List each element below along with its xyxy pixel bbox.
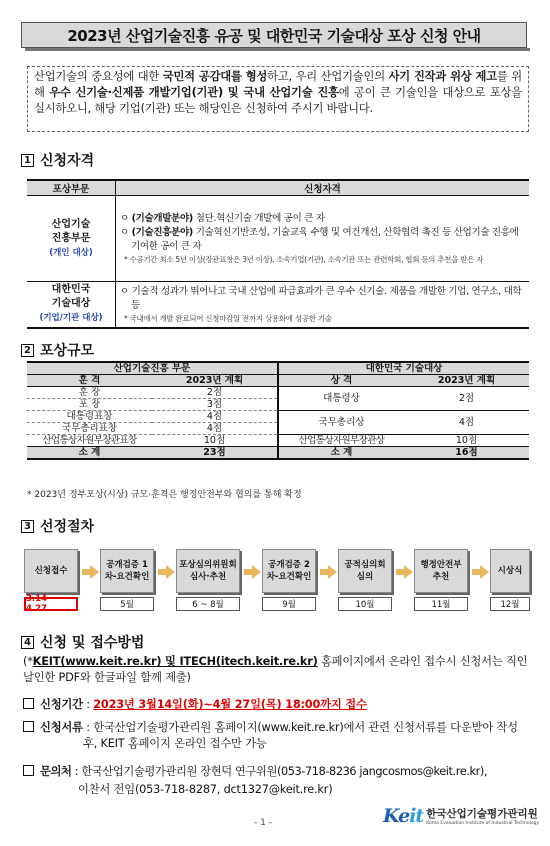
- step-date: 12월: [490, 597, 530, 611]
- step-box: 포상심의위원회 심사·추천: [176, 549, 240, 593]
- arrow-right-icon: [328, 565, 337, 579]
- header-category: 포상부문: [27, 180, 116, 196]
- intro-box: 산업기술의 중요성에 대한 국민적 공감대를 형성하고, 우리 산업기술인의 사기 진작과 위상 제고를 위해 우수 신기술·신제품 개발기업(기관) 및 국내 산업기술 진흥에 공이 큰 기술인을 대상으로 포상을 실시하오니, 해당 기업(기관) 또는 해당인은 신청하여 주시기 바랍니다.: [27, 66, 529, 132]
- site-links[interactable]: KEIT(www.keit.re.kr) 및 ITECH(itech.keit.re.kr): [32, 655, 318, 668]
- step-box: 신청접수: [24, 549, 78, 593]
- section-3-heading: 3 선정절차: [21, 516, 94, 536]
- arrow-right-icon: [252, 565, 261, 579]
- section-4-heading: 4 신청 및 접수방법: [21, 632, 144, 652]
- section-2-heading: 2 포상규모: [21, 340, 94, 360]
- section-number: 2: [21, 344, 34, 357]
- step-box: 시상식: [490, 549, 530, 593]
- step-box: 공적심의회 심의: [338, 549, 392, 593]
- logo-mark: Keit: [383, 805, 424, 827]
- step-date: 6 ~ 8월: [176, 597, 240, 611]
- category-cell: 산업기술 진흥부문 (개인 대상): [27, 196, 116, 282]
- step-date: 11월: [414, 597, 468, 611]
- scale-footnote: * 2023년 정부포상(시상) 규모·훈격은 행정안전부와 협의를 통해 확정: [27, 490, 302, 500]
- procedure-flow: [24, 549, 534, 613]
- period-line: 신청기간 : 2023년 3월14일(화)~4월 27일(목) 18:00까지 접수: [23, 697, 367, 713]
- award-scale-table: 산업기술진흥 부문 대한민국 기술대상 훈 격 2023년 계획 상 격 2023년 계획 훈 장 2점 대통령상 2점 포 장 3점 대통령표창 4점 국무총리상 4점 국무총리표창 4점 산업통상자원부장관표창 10점 산업통상자원부장관상 10점 소 계 23점 소 계 16점: [27, 361, 529, 460]
- eligibility-table: [27, 179, 529, 329]
- document-title: 2023년 산업기술진흥 유공 및 대한민국 기술대상 포상 신청 안내: [21, 22, 527, 48]
- step-date: 9월: [262, 597, 316, 611]
- documents-line: 신청서류 : 한국산업기술평가관리원 홈페이지(www.keit.re.kr)에서 관련 신청서류를 다운받아 작성 후, KEIT 홈페이지 온라인 접수만 가능: [23, 720, 528, 752]
- step-box: 공개검증 1차-요건확인: [100, 549, 154, 593]
- section-number: 3: [21, 520, 34, 533]
- step-box: 공개검증 2차-요건확인: [262, 549, 316, 593]
- eligibility-cell: ㅇ 기술적 성과가 뛰어나고 국내 산업에 파급효과가 큰 우수 신기술. 제품을 개발한 기업, 연구소, 대학 등 * 국내에서 개발 완료되어 신청마감일 전까지 상용화에 성공한 기술: [116, 282, 530, 328]
- keit-logo: Keit 한국산업기술평가관리원 Korea Evaluation Institute of Industrial Technology: [383, 805, 540, 827]
- header-eligibility: 신청자격: [116, 180, 530, 196]
- step-date: 3.14 ~ 4.27: [24, 597, 78, 611]
- checkbox-icon: [23, 721, 34, 732]
- eligibility-cell: ㅇ (기술개발분야) 첨단.혁신기술 개발에 공이 큰 자 ㅇ (기술진흥분야) 기술혁신기반조성, 기술교육 수행 및 여건개선, 산학협력 촉진 등 산업기술 진흥에 기여한 공이 큰 자 * 수공기간 최소 5년 이상(장관표창은 3년 이상), 소속기업(기관), 소속기관 또는 관련학회, 협회 등의 추천을 받은 자: [116, 196, 530, 282]
- category-cell: 대한민국 기술대상 (기업/기관 대상): [27, 282, 116, 328]
- arrow-right-icon: [166, 565, 175, 579]
- section-number: 4: [21, 636, 34, 649]
- step-date: 5월: [100, 597, 154, 611]
- arrow-right-icon: [90, 565, 99, 579]
- contact-line-2: 이찬서 전임(053-718-8287, dct1327@keit.re.kr): [78, 783, 333, 796]
- step-box: 행정안전부 추천: [414, 549, 468, 593]
- contact-line: 문의처 : 한국산업기술평가관리원 장현덕 연구위원(053-718-8236 jangcosmos@keit.re.kr),: [23, 764, 533, 780]
- arrow-right-icon: [404, 565, 413, 579]
- page-number: - 1 -: [254, 818, 272, 828]
- section-1-heading: 1 신청자격: [21, 150, 94, 170]
- step-date: 10월: [338, 597, 392, 611]
- checkbox-icon: [23, 698, 34, 709]
- checkbox-icon: [23, 765, 34, 776]
- arrow-right-icon: [480, 565, 489, 579]
- online-note: (*KEIT(www.keit.re.kr) 및 ITECH(itech.keit.re.kr) 홈페이지에서 온라인 접수시 신청서는 직인 날인한 PDF와 한글파일 함께 제출): [23, 655, 528, 684]
- section-number: 1: [21, 154, 34, 167]
